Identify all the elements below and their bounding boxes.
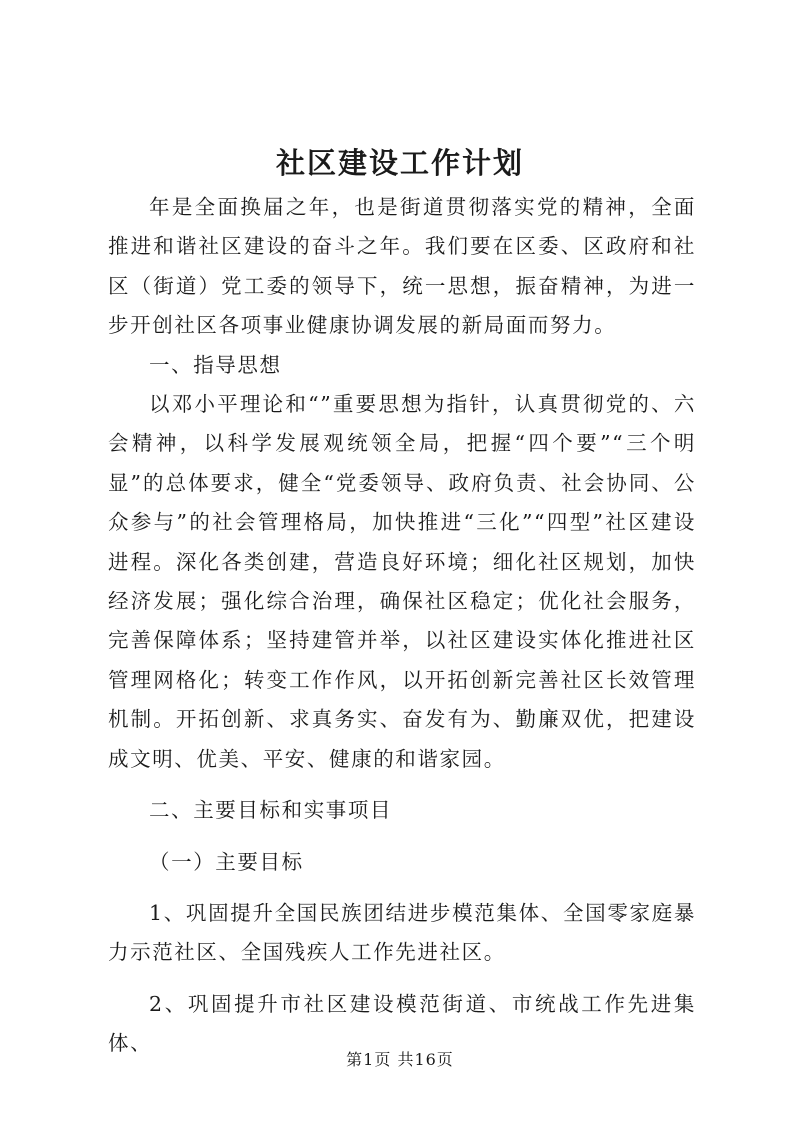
subsection-heading-main-goals: （一）主要目标 (149, 849, 304, 874)
page-footer: 第1页 共16页 (346, 1050, 454, 1069)
goal-item-2: 2、巩固提升市社区建设模范街道、市统战工作先进集体、 (108, 991, 696, 1056)
section-heading-guiding-ideology: 一、指导思想 (149, 352, 282, 377)
guiding-ideology-paragraph: 以邓小平理论和“”重要思想为指针，认真贯彻党的、六会精神，以科学发展观统领全局，把握“四个要”“三个明显”的总体要求，健全“党委领导、政府负责、社会协同、公众参与”的社会管理格局，加快推进“三化”“四型”社区建设进程。深化各类创建，营造良好环境；细化社区规划，加快经济发展；强化综合治理，确保社区稳定；优化社会服务，完善保障体系；坚持建管并举，以社区建设实体化推进社区管理网格化；转变工作作风，以开拓创新完善社区长效管理机制。开拓创新、求真务实、奋发有为、勤廉双优，把建设成文明、优美、平安、健康的和谐家园。 (108, 392, 696, 771)
goal-item-1: 1、巩固提升全国民族团结进步模范集体、全国零家庭暴力示范社区、全国残疾人工作先进社区。 (108, 900, 696, 965)
document-body (108, 188, 696, 1064)
intro-paragraph: 年是全面换届之年，也是街道贯彻落实党的精神，全面推进和谐社区建设的奋斗之年。我们要在区委、区政府和社区（街道）党工委的领导下，统一思想，振奋精神，为进一步开创社区各项事业健康协调发展的新局面而努力。 (108, 195, 696, 338)
section-heading-goals-and-projects: 二、主要目标和实事项目 (149, 798, 393, 823)
document-title: 社区建设工作计划 (275, 146, 524, 180)
